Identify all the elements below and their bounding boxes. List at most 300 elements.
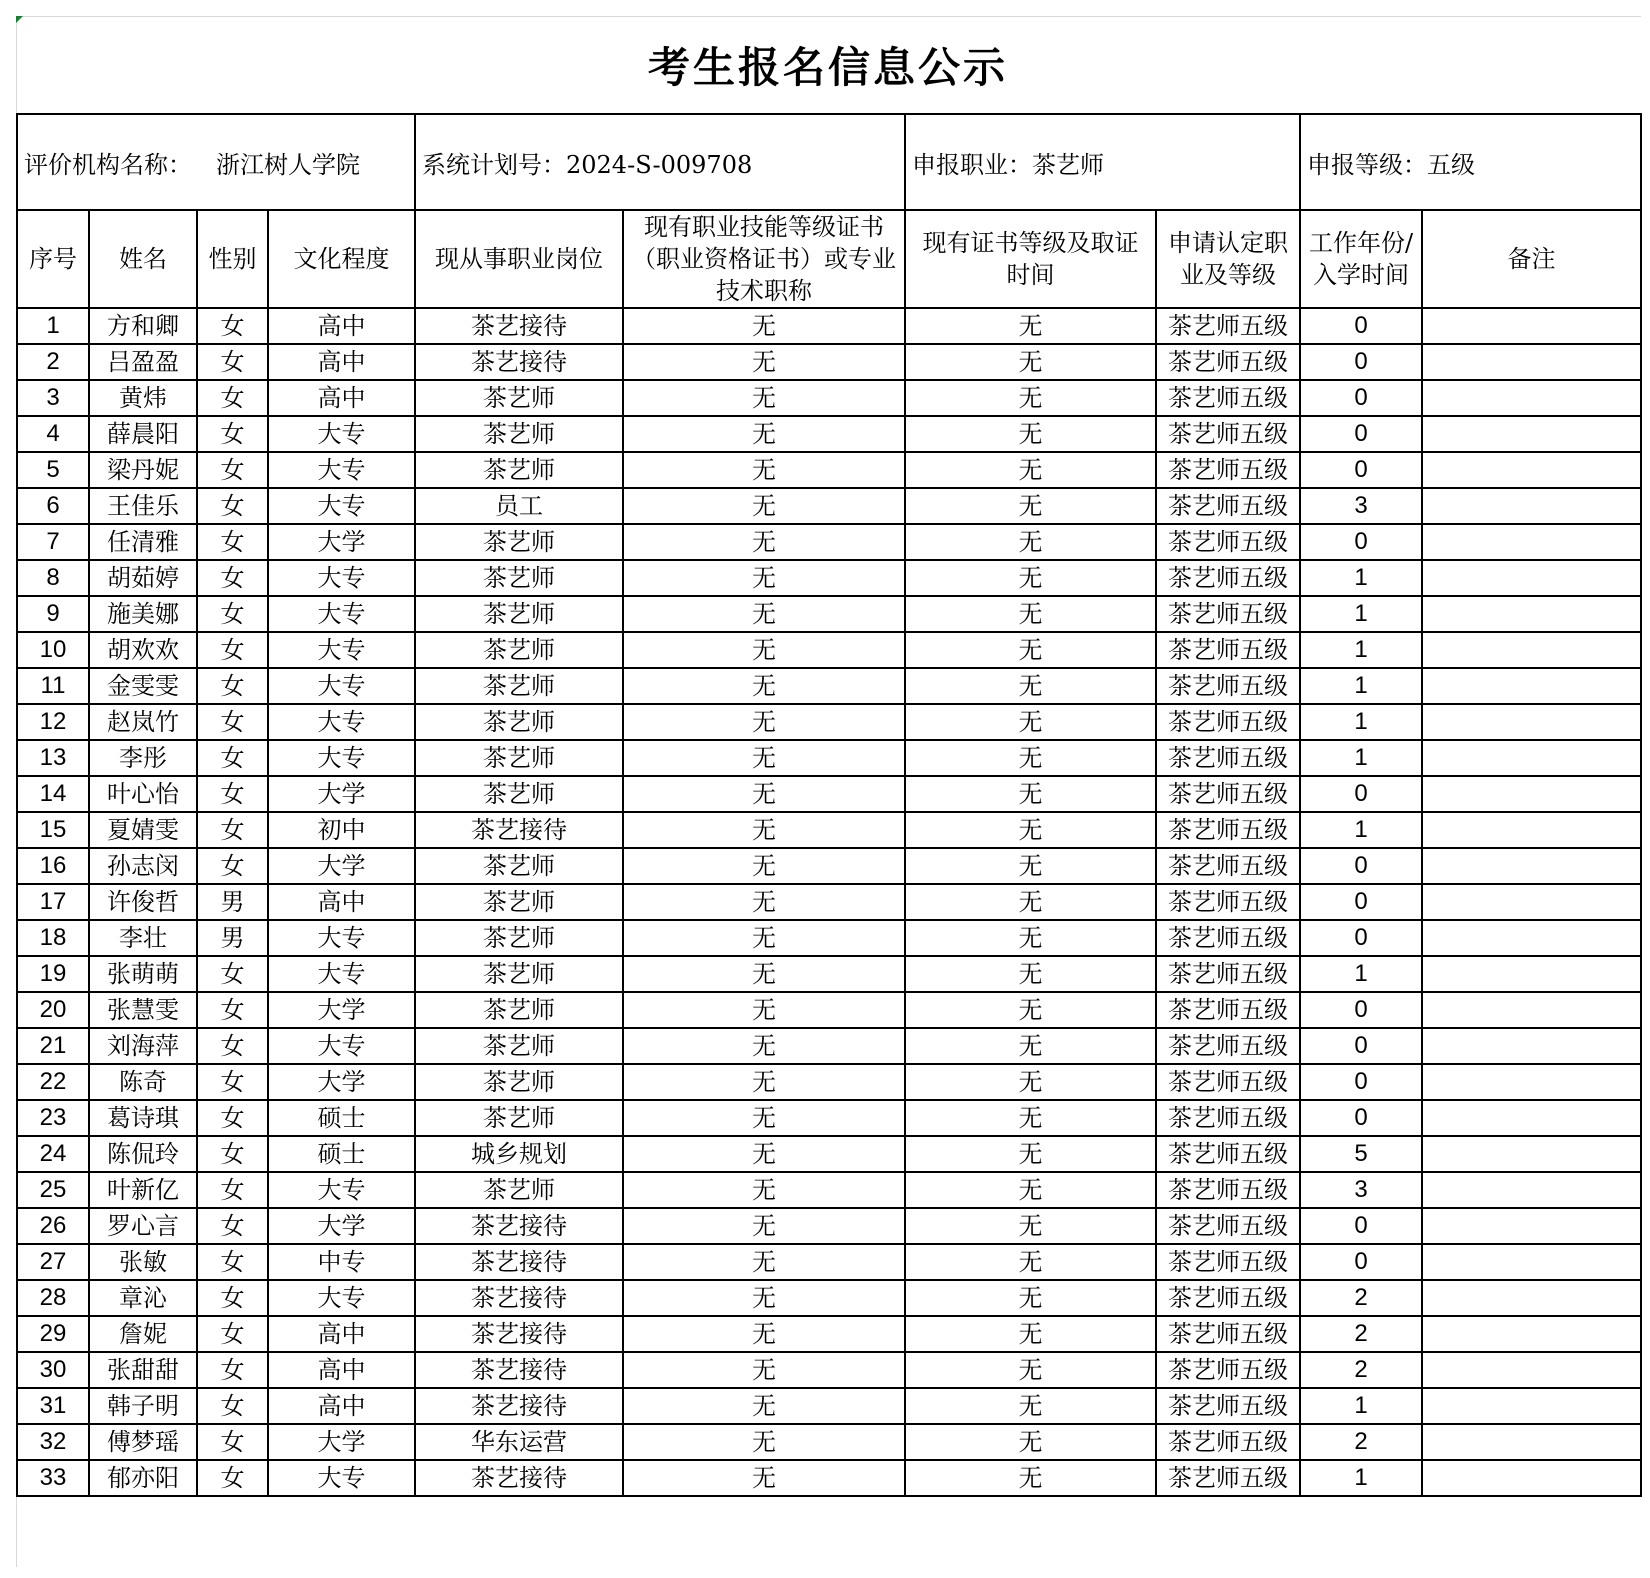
post-cell[interactable]: 茶艺师 xyxy=(415,1064,623,1100)
certificate-time-cell[interactable]: 无 xyxy=(905,704,1156,740)
apply-level-cell[interactable]: 茶艺师五级 xyxy=(1156,1028,1300,1064)
education-cell[interactable]: 大专 xyxy=(268,920,415,956)
certificate-cell[interactable]: 无 xyxy=(623,1100,905,1136)
row-number[interactable]: 30 xyxy=(17,1352,89,1388)
post-cell[interactable]: 茶艺师 xyxy=(415,704,623,740)
certificate-cell[interactable]: 无 xyxy=(623,740,905,776)
row-number[interactable]: 9 xyxy=(17,596,89,632)
education-cell[interactable]: 大专 xyxy=(268,1172,415,1208)
row-number[interactable]: 5 xyxy=(17,452,89,488)
post-cell[interactable]: 华东运营 xyxy=(415,1424,623,1460)
apply-level-cell[interactable]: 茶艺师五级 xyxy=(1156,1136,1300,1172)
education-cell[interactable]: 大专 xyxy=(268,596,415,632)
remark-cell[interactable] xyxy=(1422,920,1641,956)
apply-level-cell[interactable]: 茶艺师五级 xyxy=(1156,1064,1300,1100)
certificate-cell[interactable]: 无 xyxy=(623,524,905,560)
certificate-time-cell[interactable]: 无 xyxy=(905,956,1156,992)
header-cell[interactable]: 备注 xyxy=(1422,210,1641,308)
education-cell[interactable]: 大专 xyxy=(268,1028,415,1064)
apply-level-cell[interactable]: 茶艺师五级 xyxy=(1156,1100,1300,1136)
row-number[interactable]: 19 xyxy=(17,956,89,992)
header-cell[interactable]: 文化程度 xyxy=(268,210,415,308)
name-cell[interactable]: 薛晨阳 xyxy=(89,416,197,452)
gender-cell[interactable]: 女 xyxy=(197,380,268,416)
gender-cell[interactable]: 女 xyxy=(197,1136,268,1172)
education-cell[interactable]: 大学 xyxy=(268,1424,415,1460)
name-cell[interactable]: 任清雅 xyxy=(89,524,197,560)
post-cell[interactable]: 茶艺师 xyxy=(415,776,623,812)
certificate-time-cell[interactable]: 无 xyxy=(905,560,1156,596)
name-cell[interactable]: 许俊哲 xyxy=(89,884,197,920)
remark-cell[interactable] xyxy=(1422,884,1641,920)
name-cell[interactable]: 施美娜 xyxy=(89,596,197,632)
remark-cell[interactable] xyxy=(1422,416,1641,452)
name-cell[interactable]: 张甜甜 xyxy=(89,1352,197,1388)
certificate-time-cell[interactable]: 无 xyxy=(905,1136,1156,1172)
education-cell[interactable]: 大专 xyxy=(268,452,415,488)
work-years-cell[interactable]: 1 xyxy=(1300,1460,1422,1496)
name-cell[interactable]: 傅梦瑶 xyxy=(89,1424,197,1460)
name-cell[interactable]: 梁丹妮 xyxy=(89,452,197,488)
post-cell[interactable]: 茶艺师 xyxy=(415,668,623,704)
certificate-cell[interactable]: 无 xyxy=(623,416,905,452)
education-cell[interactable]: 硕士 xyxy=(268,1136,415,1172)
row-number[interactable]: 10 xyxy=(17,632,89,668)
header-cell[interactable]: 性别 xyxy=(197,210,268,308)
work-years-cell[interactable]: 5 xyxy=(1300,1136,1422,1172)
apply-level-cell[interactable]: 茶艺师五级 xyxy=(1156,488,1300,524)
post-cell[interactable]: 茶艺接待 xyxy=(415,308,623,344)
row-number[interactable]: 28 xyxy=(17,1280,89,1316)
remark-cell[interactable] xyxy=(1422,308,1641,344)
header-cell[interactable]: 姓名 xyxy=(89,210,197,308)
post-cell[interactable]: 茶艺接待 xyxy=(415,344,623,380)
work-years-cell[interactable]: 0 xyxy=(1300,920,1422,956)
certificate-time-cell[interactable]: 无 xyxy=(905,344,1156,380)
row-number[interactable]: 4 xyxy=(17,416,89,452)
apply-level-cell[interactable]: 茶艺师五级 xyxy=(1156,416,1300,452)
certificate-time-cell[interactable]: 无 xyxy=(905,524,1156,560)
remark-cell[interactable] xyxy=(1422,1064,1641,1100)
post-cell[interactable]: 茶艺师 xyxy=(415,380,623,416)
apply-level-cell[interactable]: 茶艺师五级 xyxy=(1156,596,1300,632)
gender-cell[interactable]: 女 xyxy=(197,1064,268,1100)
certificate-time-cell[interactable]: 无 xyxy=(905,452,1156,488)
work-years-cell[interactable]: 3 xyxy=(1300,488,1422,524)
remark-cell[interactable] xyxy=(1422,524,1641,560)
certificate-cell[interactable]: 无 xyxy=(623,668,905,704)
gender-cell[interactable]: 女 xyxy=(197,560,268,596)
header-cell[interactable]: 现有职业技能等级证书（职业资格证书）或专业技术职称 xyxy=(623,210,905,308)
remark-cell[interactable] xyxy=(1422,668,1641,704)
remark-cell[interactable] xyxy=(1422,1172,1641,1208)
row-number[interactable]: 26 xyxy=(17,1208,89,1244)
name-cell[interactable]: 张慧雯 xyxy=(89,992,197,1028)
work-years-cell[interactable]: 0 xyxy=(1300,848,1422,884)
gender-cell[interactable]: 女 xyxy=(197,1352,268,1388)
name-cell[interactable]: 金雯雯 xyxy=(89,668,197,704)
gender-cell[interactable]: 女 xyxy=(197,848,268,884)
certificate-cell[interactable]: 无 xyxy=(623,1316,905,1352)
work-years-cell[interactable]: 1 xyxy=(1300,668,1422,704)
certificate-time-cell[interactable]: 无 xyxy=(905,848,1156,884)
post-cell[interactable]: 茶艺接待 xyxy=(415,1460,623,1496)
certificate-time-cell[interactable]: 无 xyxy=(905,1100,1156,1136)
row-number[interactable]: 16 xyxy=(17,848,89,884)
certificate-time-cell[interactable]: 无 xyxy=(905,416,1156,452)
post-cell[interactable]: 茶艺师 xyxy=(415,1028,623,1064)
apply-level-cell[interactable]: 茶艺师五级 xyxy=(1156,740,1300,776)
certificate-cell[interactable]: 无 xyxy=(623,1028,905,1064)
certificate-time-cell[interactable]: 无 xyxy=(905,1208,1156,1244)
apply-level-cell[interactable]: 茶艺师五级 xyxy=(1156,1352,1300,1388)
education-cell[interactable]: 大学 xyxy=(268,776,415,812)
post-cell[interactable]: 茶艺师 xyxy=(415,1100,623,1136)
plan-cell[interactable] xyxy=(415,114,905,210)
row-number[interactable]: 2 xyxy=(17,344,89,380)
education-cell[interactable]: 大专 xyxy=(268,488,415,524)
name-cell[interactable]: 李壮 xyxy=(89,920,197,956)
remark-cell[interactable] xyxy=(1422,596,1641,632)
education-cell[interactable]: 初中 xyxy=(268,812,415,848)
education-cell[interactable]: 大学 xyxy=(268,524,415,560)
level-cell[interactable] xyxy=(1300,114,1641,210)
post-cell[interactable]: 茶艺师 xyxy=(415,452,623,488)
work-years-cell[interactable]: 1 xyxy=(1300,704,1422,740)
name-cell[interactable]: 黄炜 xyxy=(89,380,197,416)
certificate-time-cell[interactable]: 无 xyxy=(905,920,1156,956)
apply-level-cell[interactable]: 茶艺师五级 xyxy=(1156,812,1300,848)
work-years-cell[interactable]: 0 xyxy=(1300,1028,1422,1064)
certificate-cell[interactable]: 无 xyxy=(623,848,905,884)
apply-level-cell[interactable]: 茶艺师五级 xyxy=(1156,776,1300,812)
work-years-cell[interactable]: 2 xyxy=(1300,1352,1422,1388)
certificate-time-cell[interactable]: 无 xyxy=(905,740,1156,776)
education-cell[interactable]: 高中 xyxy=(268,1388,415,1424)
name-cell[interactable]: 张萌萌 xyxy=(89,956,197,992)
education-cell[interactable]: 大专 xyxy=(268,956,415,992)
certificate-cell[interactable]: 无 xyxy=(623,1244,905,1280)
remark-cell[interactable] xyxy=(1422,1388,1641,1424)
remark-cell[interactable] xyxy=(1422,488,1641,524)
row-number[interactable]: 8 xyxy=(17,560,89,596)
header-cell[interactable]: 序号 xyxy=(17,210,89,308)
work-years-cell[interactable]: 0 xyxy=(1300,1244,1422,1280)
certificate-time-cell[interactable]: 无 xyxy=(905,1316,1156,1352)
row-number[interactable]: 24 xyxy=(17,1136,89,1172)
gender-cell[interactable]: 女 xyxy=(197,1208,268,1244)
name-cell[interactable]: 李彤 xyxy=(89,740,197,776)
gender-cell[interactable]: 女 xyxy=(197,1460,268,1496)
post-cell[interactable]: 茶艺师 xyxy=(415,560,623,596)
row-number[interactable]: 29 xyxy=(17,1316,89,1352)
certificate-cell[interactable]: 无 xyxy=(623,1136,905,1172)
post-cell[interactable]: 茶艺师 xyxy=(415,1172,623,1208)
education-cell[interactable]: 大专 xyxy=(268,668,415,704)
post-cell[interactable]: 茶艺接待 xyxy=(415,1352,623,1388)
post-cell[interactable]: 茶艺师 xyxy=(415,920,623,956)
education-cell[interactable]: 高中 xyxy=(268,1316,415,1352)
row-number[interactable]: 27 xyxy=(17,1244,89,1280)
remark-cell[interactable] xyxy=(1422,1424,1641,1460)
certificate-time-cell[interactable]: 无 xyxy=(905,992,1156,1028)
certificate-cell[interactable]: 无 xyxy=(623,560,905,596)
remark-cell[interactable] xyxy=(1422,380,1641,416)
apply-level-cell[interactable]: 茶艺师五级 xyxy=(1156,1280,1300,1316)
gender-cell[interactable]: 男 xyxy=(197,920,268,956)
certificate-time-cell[interactable]: 无 xyxy=(905,1424,1156,1460)
education-cell[interactable]: 中专 xyxy=(268,1244,415,1280)
work-years-cell[interactable]: 0 xyxy=(1300,884,1422,920)
education-cell[interactable]: 高中 xyxy=(268,344,415,380)
education-cell[interactable]: 大专 xyxy=(268,560,415,596)
gender-cell[interactable]: 女 xyxy=(197,740,268,776)
name-cell[interactable]: 葛诗琪 xyxy=(89,1100,197,1136)
row-number[interactable]: 20 xyxy=(17,992,89,1028)
name-cell[interactable]: 叶新亿 xyxy=(89,1172,197,1208)
apply-level-cell[interactable]: 茶艺师五级 xyxy=(1156,704,1300,740)
header-cell[interactable]: 工作年份/入学时间 xyxy=(1300,210,1422,308)
name-cell[interactable]: 孙志闵 xyxy=(89,848,197,884)
certificate-time-cell[interactable]: 无 xyxy=(905,1280,1156,1316)
name-cell[interactable]: 夏婧雯 xyxy=(89,812,197,848)
remark-cell[interactable] xyxy=(1422,1028,1641,1064)
certificate-cell[interactable]: 无 xyxy=(623,488,905,524)
certificate-time-cell[interactable]: 无 xyxy=(905,308,1156,344)
post-cell[interactable]: 茶艺接待 xyxy=(415,1388,623,1424)
gender-cell[interactable]: 女 xyxy=(197,632,268,668)
work-years-cell[interactable]: 1 xyxy=(1300,956,1422,992)
gender-cell[interactable]: 女 xyxy=(197,596,268,632)
remark-cell[interactable] xyxy=(1422,1460,1641,1496)
name-cell[interactable]: 刘海萍 xyxy=(89,1028,197,1064)
education-cell[interactable]: 大专 xyxy=(268,740,415,776)
header-cell[interactable]: 申请认定职业及等级 xyxy=(1156,210,1300,308)
apply-level-cell[interactable]: 茶艺师五级 xyxy=(1156,380,1300,416)
row-number[interactable]: 23 xyxy=(17,1100,89,1136)
certificate-time-cell[interactable]: 无 xyxy=(905,1388,1156,1424)
remark-cell[interactable] xyxy=(1422,1100,1641,1136)
gender-cell[interactable]: 女 xyxy=(197,992,268,1028)
apply-level-cell[interactable]: 茶艺师五级 xyxy=(1156,560,1300,596)
certificate-time-cell[interactable]: 无 xyxy=(905,596,1156,632)
certificate-cell[interactable]: 无 xyxy=(623,380,905,416)
remark-cell[interactable] xyxy=(1422,632,1641,668)
remark-cell[interactable] xyxy=(1422,704,1641,740)
row-number[interactable]: 25 xyxy=(17,1172,89,1208)
remark-cell[interactable] xyxy=(1422,344,1641,380)
row-number[interactable]: 13 xyxy=(17,740,89,776)
header-cell[interactable]: 现有证书等级及取证时间 xyxy=(905,210,1156,308)
remark-cell[interactable] xyxy=(1422,848,1641,884)
work-years-cell[interactable]: 0 xyxy=(1300,992,1422,1028)
education-cell[interactable]: 大专 xyxy=(268,1460,415,1496)
occupation-cell[interactable] xyxy=(905,114,1300,210)
certificate-cell[interactable]: 无 xyxy=(623,956,905,992)
name-cell[interactable]: 胡茹婷 xyxy=(89,560,197,596)
education-cell[interactable]: 大专 xyxy=(268,416,415,452)
remark-cell[interactable] xyxy=(1422,560,1641,596)
gender-cell[interactable]: 女 xyxy=(197,1388,268,1424)
work-years-cell[interactable]: 3 xyxy=(1300,1172,1422,1208)
apply-level-cell[interactable]: 茶艺师五级 xyxy=(1156,1388,1300,1424)
certificate-cell[interactable]: 无 xyxy=(623,1352,905,1388)
remark-cell[interactable] xyxy=(1422,740,1641,776)
remark-cell[interactable] xyxy=(1422,1208,1641,1244)
name-cell[interactable]: 郁亦阳 xyxy=(89,1460,197,1496)
gender-cell[interactable]: 女 xyxy=(197,776,268,812)
gender-cell[interactable]: 女 xyxy=(197,1028,268,1064)
gender-cell[interactable]: 女 xyxy=(197,344,268,380)
work-years-cell[interactable]: 0 xyxy=(1300,344,1422,380)
education-cell[interactable]: 大专 xyxy=(268,632,415,668)
certificate-cell[interactable]: 无 xyxy=(623,920,905,956)
name-cell[interactable]: 胡欢欢 xyxy=(89,632,197,668)
remark-cell[interactable] xyxy=(1422,992,1641,1028)
education-cell[interactable]: 大学 xyxy=(268,1208,415,1244)
gender-cell[interactable]: 女 xyxy=(197,1100,268,1136)
certificate-cell[interactable]: 无 xyxy=(623,596,905,632)
name-cell[interactable]: 吕盈盈 xyxy=(89,344,197,380)
apply-level-cell[interactable]: 茶艺师五级 xyxy=(1156,920,1300,956)
name-cell[interactable]: 陈奇 xyxy=(89,1064,197,1100)
certificate-cell[interactable]: 无 xyxy=(623,776,905,812)
remark-cell[interactable] xyxy=(1422,1316,1641,1352)
certificate-time-cell[interactable]: 无 xyxy=(905,884,1156,920)
work-years-cell[interactable]: 1 xyxy=(1300,560,1422,596)
post-cell[interactable]: 茶艺师 xyxy=(415,632,623,668)
education-cell[interactable]: 硕士 xyxy=(268,1100,415,1136)
education-cell[interactable]: 大专 xyxy=(268,704,415,740)
education-cell[interactable]: 高中 xyxy=(268,308,415,344)
certificate-time-cell[interactable]: 无 xyxy=(905,1172,1156,1208)
post-cell[interactable]: 茶艺师 xyxy=(415,596,623,632)
certificate-time-cell[interactable]: 无 xyxy=(905,668,1156,704)
certificate-cell[interactable]: 无 xyxy=(623,1172,905,1208)
education-cell[interactable]: 大学 xyxy=(268,1064,415,1100)
gender-cell[interactable]: 女 xyxy=(197,1316,268,1352)
post-cell[interactable]: 茶艺接待 xyxy=(415,1280,623,1316)
remark-cell[interactable] xyxy=(1422,1280,1641,1316)
certificate-time-cell[interactable]: 无 xyxy=(905,812,1156,848)
gender-cell[interactable]: 女 xyxy=(197,1280,268,1316)
work-years-cell[interactable]: 0 xyxy=(1300,308,1422,344)
gender-cell[interactable]: 女 xyxy=(197,812,268,848)
post-cell[interactable]: 茶艺师 xyxy=(415,416,623,452)
work-years-cell[interactable]: 0 xyxy=(1300,524,1422,560)
name-cell[interactable]: 张敏 xyxy=(89,1244,197,1280)
remark-cell[interactable] xyxy=(1422,812,1641,848)
work-years-cell[interactable]: 2 xyxy=(1300,1424,1422,1460)
education-cell[interactable]: 大专 xyxy=(268,1280,415,1316)
apply-level-cell[interactable]: 茶艺师五级 xyxy=(1156,1424,1300,1460)
education-cell[interactable]: 大学 xyxy=(268,848,415,884)
row-number[interactable]: 14 xyxy=(17,776,89,812)
gender-cell[interactable]: 女 xyxy=(197,524,268,560)
remark-cell[interactable] xyxy=(1422,452,1641,488)
name-cell[interactable]: 詹妮 xyxy=(89,1316,197,1352)
row-number[interactable]: 15 xyxy=(17,812,89,848)
gender-cell[interactable]: 女 xyxy=(197,704,268,740)
education-cell[interactable]: 大学 xyxy=(268,992,415,1028)
row-number[interactable]: 6 xyxy=(17,488,89,524)
certificate-time-cell[interactable]: 无 xyxy=(905,1244,1156,1280)
name-cell[interactable]: 韩子明 xyxy=(89,1388,197,1424)
gender-cell[interactable]: 女 xyxy=(197,1172,268,1208)
apply-level-cell[interactable]: 茶艺师五级 xyxy=(1156,1172,1300,1208)
post-cell[interactable]: 茶艺师 xyxy=(415,524,623,560)
education-cell[interactable]: 高中 xyxy=(268,884,415,920)
work-years-cell[interactable]: 1 xyxy=(1300,740,1422,776)
row-number[interactable]: 22 xyxy=(17,1064,89,1100)
certificate-time-cell[interactable]: 无 xyxy=(905,380,1156,416)
certificate-time-cell[interactable]: 无 xyxy=(905,488,1156,524)
gender-cell[interactable]: 女 xyxy=(197,416,268,452)
certificate-cell[interactable]: 无 xyxy=(623,1280,905,1316)
work-years-cell[interactable]: 0 xyxy=(1300,380,1422,416)
post-cell[interactable]: 茶艺师 xyxy=(415,992,623,1028)
certificate-time-cell[interactable]: 无 xyxy=(905,1460,1156,1496)
remark-cell[interactable] xyxy=(1422,956,1641,992)
row-number[interactable]: 7 xyxy=(17,524,89,560)
gender-cell[interactable]: 女 xyxy=(197,1244,268,1280)
post-cell[interactable]: 茶艺师 xyxy=(415,884,623,920)
certificate-cell[interactable]: 无 xyxy=(623,344,905,380)
apply-level-cell[interactable]: 茶艺师五级 xyxy=(1156,632,1300,668)
work-years-cell[interactable]: 1 xyxy=(1300,632,1422,668)
post-cell[interactable]: 茶艺接待 xyxy=(415,1244,623,1280)
work-years-cell[interactable]: 0 xyxy=(1300,452,1422,488)
certificate-cell[interactable]: 无 xyxy=(623,1208,905,1244)
apply-level-cell[interactable]: 茶艺师五级 xyxy=(1156,956,1300,992)
certificate-cell[interactable]: 无 xyxy=(623,704,905,740)
row-number[interactable]: 33 xyxy=(17,1460,89,1496)
post-cell[interactable]: 茶艺师 xyxy=(415,848,623,884)
apply-level-cell[interactable]: 茶艺师五级 xyxy=(1156,1460,1300,1496)
name-cell[interactable]: 赵岚竹 xyxy=(89,704,197,740)
apply-level-cell[interactable]: 茶艺师五级 xyxy=(1156,1244,1300,1280)
certificate-time-cell[interactable]: 无 xyxy=(905,776,1156,812)
row-number[interactable]: 1 xyxy=(17,308,89,344)
row-number[interactable]: 11 xyxy=(17,668,89,704)
certificate-cell[interactable]: 无 xyxy=(623,1388,905,1424)
work-years-cell[interactable]: 1 xyxy=(1300,1388,1422,1424)
post-cell[interactable]: 茶艺接待 xyxy=(415,812,623,848)
certificate-time-cell[interactable]: 无 xyxy=(905,632,1156,668)
gender-cell[interactable]: 女 xyxy=(197,308,268,344)
education-cell[interactable]: 高中 xyxy=(268,1352,415,1388)
apply-level-cell[interactable]: 茶艺师五级 xyxy=(1156,308,1300,344)
certificate-cell[interactable]: 无 xyxy=(623,1064,905,1100)
certificate-cell[interactable]: 无 xyxy=(623,632,905,668)
apply-level-cell[interactable]: 茶艺师五级 xyxy=(1156,1208,1300,1244)
certificate-time-cell[interactable]: 无 xyxy=(905,1352,1156,1388)
post-cell[interactable]: 员工 xyxy=(415,488,623,524)
row-number[interactable]: 12 xyxy=(17,704,89,740)
row-number[interactable]: 32 xyxy=(17,1424,89,1460)
apply-level-cell[interactable]: 茶艺师五级 xyxy=(1156,524,1300,560)
work-years-cell[interactable]: 2 xyxy=(1300,1316,1422,1352)
header-cell[interactable]: 现从事职业岗位 xyxy=(415,210,623,308)
remark-cell[interactable] xyxy=(1422,1244,1641,1280)
work-years-cell[interactable]: 2 xyxy=(1300,1280,1422,1316)
row-number[interactable]: 31 xyxy=(17,1388,89,1424)
certificate-cell[interactable]: 无 xyxy=(623,452,905,488)
name-cell[interactable]: 陈侃玲 xyxy=(89,1136,197,1172)
certificate-cell[interactable]: 无 xyxy=(623,1424,905,1460)
apply-level-cell[interactable]: 茶艺师五级 xyxy=(1156,1316,1300,1352)
name-cell[interactable]: 王佳乐 xyxy=(89,488,197,524)
